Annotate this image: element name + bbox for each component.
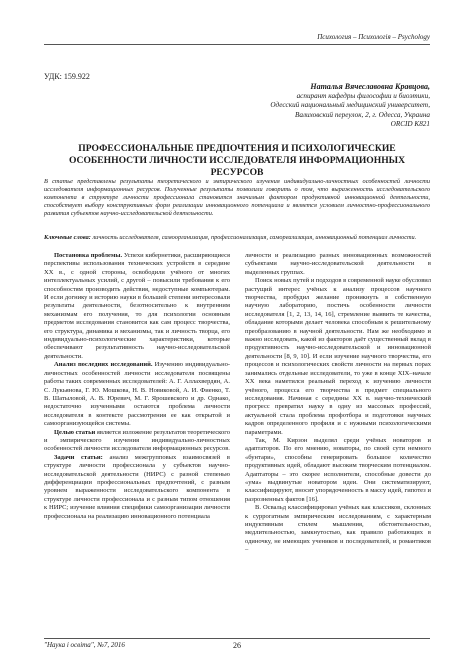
author-address: Валиховский переулок, 2, г. Одесса, Украина bbox=[294, 110, 430, 119]
footer-divider bbox=[44, 638, 430, 639]
paragraph bbox=[44, 429, 230, 454]
paragraph bbox=[44, 454, 230, 521]
paragraph-text: личности и реализацию разных инновационных возможностей субъектами научно-исследовательской деятельности в выделенных группах. bbox=[245, 252, 431, 276]
paragraph-text: Изучению индивидуально-личностных особенностей личности исследователя посвящены работы таких современных исследователей: А. Г. Аллахвердян, А. С. Лукьянова, Г. Ю. Мошкова, Н. В. Новиковой, А. И. Фиенко, Т. В. Шатыловой, А. В. Юревич, М. Г. Ярошевского и др. Однако, недостаточно изученными остаются проблема личности исследователя в контексте рассмотрения ее как открытой и самоорганизующейся системы. bbox=[44, 361, 230, 428]
abstract: В статье представлены результаты теоретического и эмпирического изучения индивидуально-личностных особенностей личности исследователя информационных ресурсов. Полученные результаты позволили говорить о том, что выраженность исследовательского компонента в структуре личности профессионала становится значимым фактором продуктивной инновационной деятельности, способствует выбору конструктивных форм реализации инновационного потенциала и является условием личностно-профессионального развития субъектов научно-исследовательской деятельности. bbox=[44, 178, 430, 218]
paragraph-lead: Задачи статьи: bbox=[54, 453, 103, 461]
author-name: Наталья Вячеславовна Кравцова, bbox=[310, 82, 430, 91]
header-divider bbox=[44, 44, 430, 45]
paragraph-text: В. Освальд классифицировал учёных как классиков, склонных к суррогатным эмпирическим исследованиям, с характерным индуктивным стилем мышления, обстоятельностью, медлительностью, замкнутостью, как правило работающих в одиночку, не имеющих учеников и последователей, и романтиков – bbox=[245, 504, 431, 554]
section-header: Психология – Психологія – Psychology bbox=[317, 33, 430, 41]
paragraph bbox=[245, 504, 431, 554]
journal-citation: "Наука і освіта", №7, 2016 bbox=[44, 641, 125, 649]
article-title: ПРОФЕССИОНАЛЬНЫЕ ПРЕДПОЧТЕНИЯ И ПСИХОЛОГИЧЕСКИЕ ОСОБЕННОСТИ ЛИЧНОСТИ ИССЛЕДОВАТЕЛЯ ИНФОРМАЦИОННЫХ РЕСУРСОВ bbox=[68, 143, 406, 178]
author-position: аспирант кафедры философии и биоэтики, bbox=[296, 91, 430, 100]
paragraph bbox=[245, 277, 431, 437]
paragraph bbox=[44, 361, 230, 428]
paragraph bbox=[245, 252, 431, 277]
paragraph-text: анализ межгрупповых взаимосвязей в структуре личности профессионала у субъектов научно-исследовательской деятельности (НИРС) с разной степенью дифференциации профессиональных предпочтений, с разным уровнем выраженности исследовательского компонента в структуре личности профессионала и с разным типом отношения к НИРС; изучение влияния специфики самоорганизации личности профессионала на реализацию инновационного потенциала bbox=[44, 453, 230, 520]
right-column bbox=[245, 252, 431, 555]
paragraph-lead: Постановка проблемы. bbox=[54, 252, 123, 259]
author-block bbox=[230, 82, 430, 130]
paragraph-text: Поиск новых путей и подходов в современной науке обусловил растущий интерес учёных к анализу процессов научного творчества, пробудил желание проникнуть в собственную научную лабораторию, постичь особенности личности исследователя [1, 2, 13, 14, 16], стремление выявить те качества, обладание которыми делает человека способным к решительному преобразованию в научной деятельности. Нам же необходимо и важно исследовать, какой из факторов даёт существенный вклад в продуктивность научно-исследовательской и инновационной деятельности [8, 9, 10]. И если изучение научного творчества, его процессов и психологических свойств личности на первых порах занимались отдельные исследователи, то уже в конце XIX–начале XX века наметился реальный переход к изучению личности учёного, процесса его творчества в предмет специального исследования. Начиная с середины XX в. научно-технический прогресс превратил науку в одну из массовых профессий, актуальной стала проблема профотбора и подготовки научных кадров определенного профиля и с нужными психологическими параметрами. bbox=[245, 277, 431, 436]
keywords-text: личность исследователя, самоорганизация, профессионализация, самореализация, инновационный потенциал личности. bbox=[92, 234, 417, 241]
paragraph-text: Успехи кибернетики, расширяющиеся перспективы использования технических устройств в середине XX в., с одной стороны, освободили учёного от многих интеллектуальных усилий, с другой – повысили требования к его способностям производить действия, недоступные компьютерам. И если догнику и историю науки в большей степени интересовали результаты деятельности, безотносительно к внутренним механизмам его получения, то для психологии основным предметом исследования становится как сам процесс творчества, его структура, динамика и механизмы, так и личность творца, его индивидуально-психологические характеристики, которые обеспечивают результативность научно-исследовательской деятельности. bbox=[44, 252, 231, 360]
paragraph bbox=[245, 437, 431, 504]
paragraph-lead: Анализ последних исследований. bbox=[54, 361, 153, 369]
keywords-label: Ключевые слова: bbox=[44, 234, 91, 241]
paragraph-text: Так, М. Кирзон выделял среди учёных новаторов и адаптаторов. По его мнению, новаторы, по своей сути немного «бунтари», способны генерировать большое количество продуктивных идей, обладают высоким творческим потенциалом. Адаптаторы – это скорее исполнители, способные довести до «ума» выдвинутые новатором идеи. Они систематизируют, классифицируют, вносят упорядоченность в массу идей, гипотез и разрозненных фактов [16]. bbox=[245, 436, 431, 503]
udk-code: УДК: 159.922 bbox=[44, 72, 90, 81]
page-number: 26 bbox=[233, 641, 241, 650]
paragraph bbox=[44, 252, 230, 361]
keywords bbox=[44, 234, 430, 242]
author-affiliation: Одесский национальный медицинский университет, bbox=[270, 101, 430, 109]
left-column bbox=[44, 252, 230, 521]
paragraph-lead: Целью статьи bbox=[54, 428, 96, 436]
paragraph-text: является изложение результатов теоретического и эмпирического изучения индивидуально-личностных особенностей личности исследователя информационных ресурсов. bbox=[44, 428, 231, 453]
author-orcid: ORCID K821 bbox=[390, 120, 430, 128]
